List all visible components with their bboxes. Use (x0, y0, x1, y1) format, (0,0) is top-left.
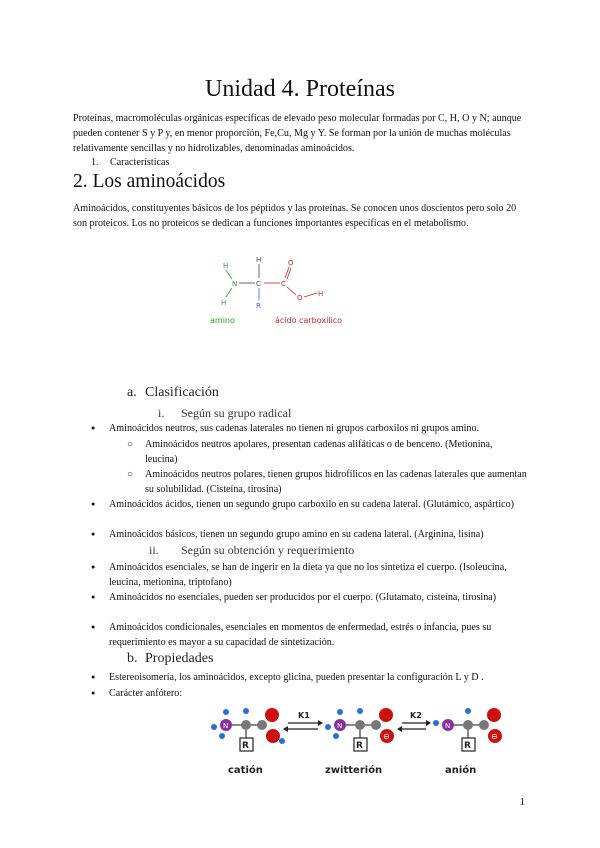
subsubsection-heading-radical: Según su grupo radical (181, 406, 292, 420)
list-item-text: Aminoácidos no esenciales, pueden ser producidos por el cuerpo. (Glutamato, cisteína, tirosina) (109, 592, 497, 603)
anion-label: anión (445, 765, 477, 776)
atom-r: R (356, 741, 363, 751)
list-item-text: Aminoácidos neutros polares, tienen grupos hidrofílicos en las cadenas laterales que aumentan su solubilidad. (Cisteína, tirosina) (145, 469, 527, 495)
disc-bullet-icon: ● (91, 689, 96, 697)
list-item-text: Aminoácidos esenciales, se han de ingerir en la dieta ya que no los sintetiza el cuerpo. (Isoleucina, leucina, metionina, triptofano) (109, 562, 507, 588)
atom-n: N (445, 722, 451, 730)
list-item-text: Carácter anfótero: (109, 688, 183, 699)
circle-bullet-icon: ○ (127, 439, 134, 450)
disc-bullet-icon: ● (91, 593, 96, 601)
amino-acid-structure-figure (205, 252, 365, 328)
atom-h: H (318, 290, 324, 298)
atom-o: O (297, 294, 303, 302)
anion-molecule (433, 708, 502, 751)
list-item-caracteristicas: Características (110, 157, 170, 168)
zwitterion-molecule (325, 708, 394, 751)
list-item-text: Estereoisomería, los aminoácidos, excepto glicina, pueden presentar la configuración L y D . (109, 672, 484, 683)
atom-r: R (256, 302, 261, 310)
atom-o: O (288, 259, 294, 267)
acid-label: ácido carboxílico (275, 316, 343, 325)
subsubsection-marker-i: i. (158, 406, 165, 420)
amino-label: amino (210, 316, 235, 325)
subsubsection-heading-obtencion: Según su obtención y requerimiento (181, 543, 355, 557)
cation-label: catión (228, 765, 263, 776)
atom-r: R (242, 741, 249, 751)
list-item-text: Aminoácidos neutros, sus cadenas laterales no tienen ni grupos carboxilos ni grupos amino. (109, 423, 480, 434)
charge-minus: ⊖ (491, 732, 498, 741)
atom-c: C (256, 280, 261, 288)
charge-minus: ⊖ (383, 732, 390, 741)
atom-n: N (337, 722, 343, 730)
page-number: 1 (519, 796, 525, 808)
list-item-text: Aminoácidos ácidos, tienen un segundo grupo carboxilo en su cadena lateral. (Glutámico, aspártico) (109, 499, 515, 510)
page-title: Unidad 4. Proteínas (205, 76, 395, 102)
subsection-marker-a: a. (127, 385, 137, 400)
atom-h: H (256, 256, 262, 264)
k2-label: K2 (410, 711, 422, 720)
k1-label: K1 (298, 711, 310, 720)
zwitterion-label: zwitterión (325, 765, 383, 776)
disc-bullet-icon: ● (91, 563, 96, 571)
disc-bullet-icon: ● (91, 424, 96, 432)
section-heading-aminoacidos: 2. Los aminoácidos (73, 171, 226, 192)
list-item-marker: 1. (91, 157, 99, 168)
atom-r: R (464, 741, 471, 751)
cation-molecule (211, 708, 285, 751)
atom-n: N (223, 722, 229, 730)
subsection-heading-propiedades: Propiedades (145, 651, 214, 666)
disc-bullet-icon: ● (91, 673, 96, 681)
atom-h: H (221, 299, 227, 307)
subsection-heading-clasificacion: Clasificación (145, 385, 219, 400)
amphoteric-figure (200, 705, 525, 780)
subsection-marker-b: b. (127, 651, 138, 666)
atom-c: C (281, 280, 286, 288)
disc-bullet-icon: ● (91, 623, 96, 631)
circle-bullet-icon: ○ (127, 469, 134, 480)
list-item-text: Aminoácidos condicionales, esenciales en momentos de enfermedad, estrés o infancia, pues su requerimiento es mayor a su capacidad de sintetización. (109, 622, 492, 648)
list-item-text: Aminoácidos neutros apolares, presentan cadenas alifáticas o de benceno. (Metionina, leucina) (145, 439, 493, 465)
disc-bullet-icon: ● (91, 530, 96, 538)
atom-h: H (223, 262, 229, 270)
disc-bullet-icon: ● (91, 500, 96, 508)
intro-paragraph: Proteínas, macromoléculas orgánicas específicas de elevado peso molecular formadas por C, H, O y N; aunque pueden contener S y P y, en menor proporción, Fe,Cu, Mg y Y. Se forman por la unión de muchas moléculas relativamente sencillas y no hidrolizables, denominadas aminoácidos. (73, 113, 522, 154)
subsubsection-marker-ii: ii. (149, 543, 159, 557)
aminoacidos-paragraph: Aminoácidos, constituyentes básicos de los péptidos y las proteínas. Se conocen unos doscientos pero solo 20 son proteicos. Los no proteicos se dedican a funciones importantes específicas en el metabolismo. (73, 203, 517, 229)
atom-n: N (232, 280, 238, 288)
list-item-text: Aminoácidos básicos, tienen un segundo grupo amino en su cadena lateral. (Arginina, lisina) (109, 529, 484, 540)
